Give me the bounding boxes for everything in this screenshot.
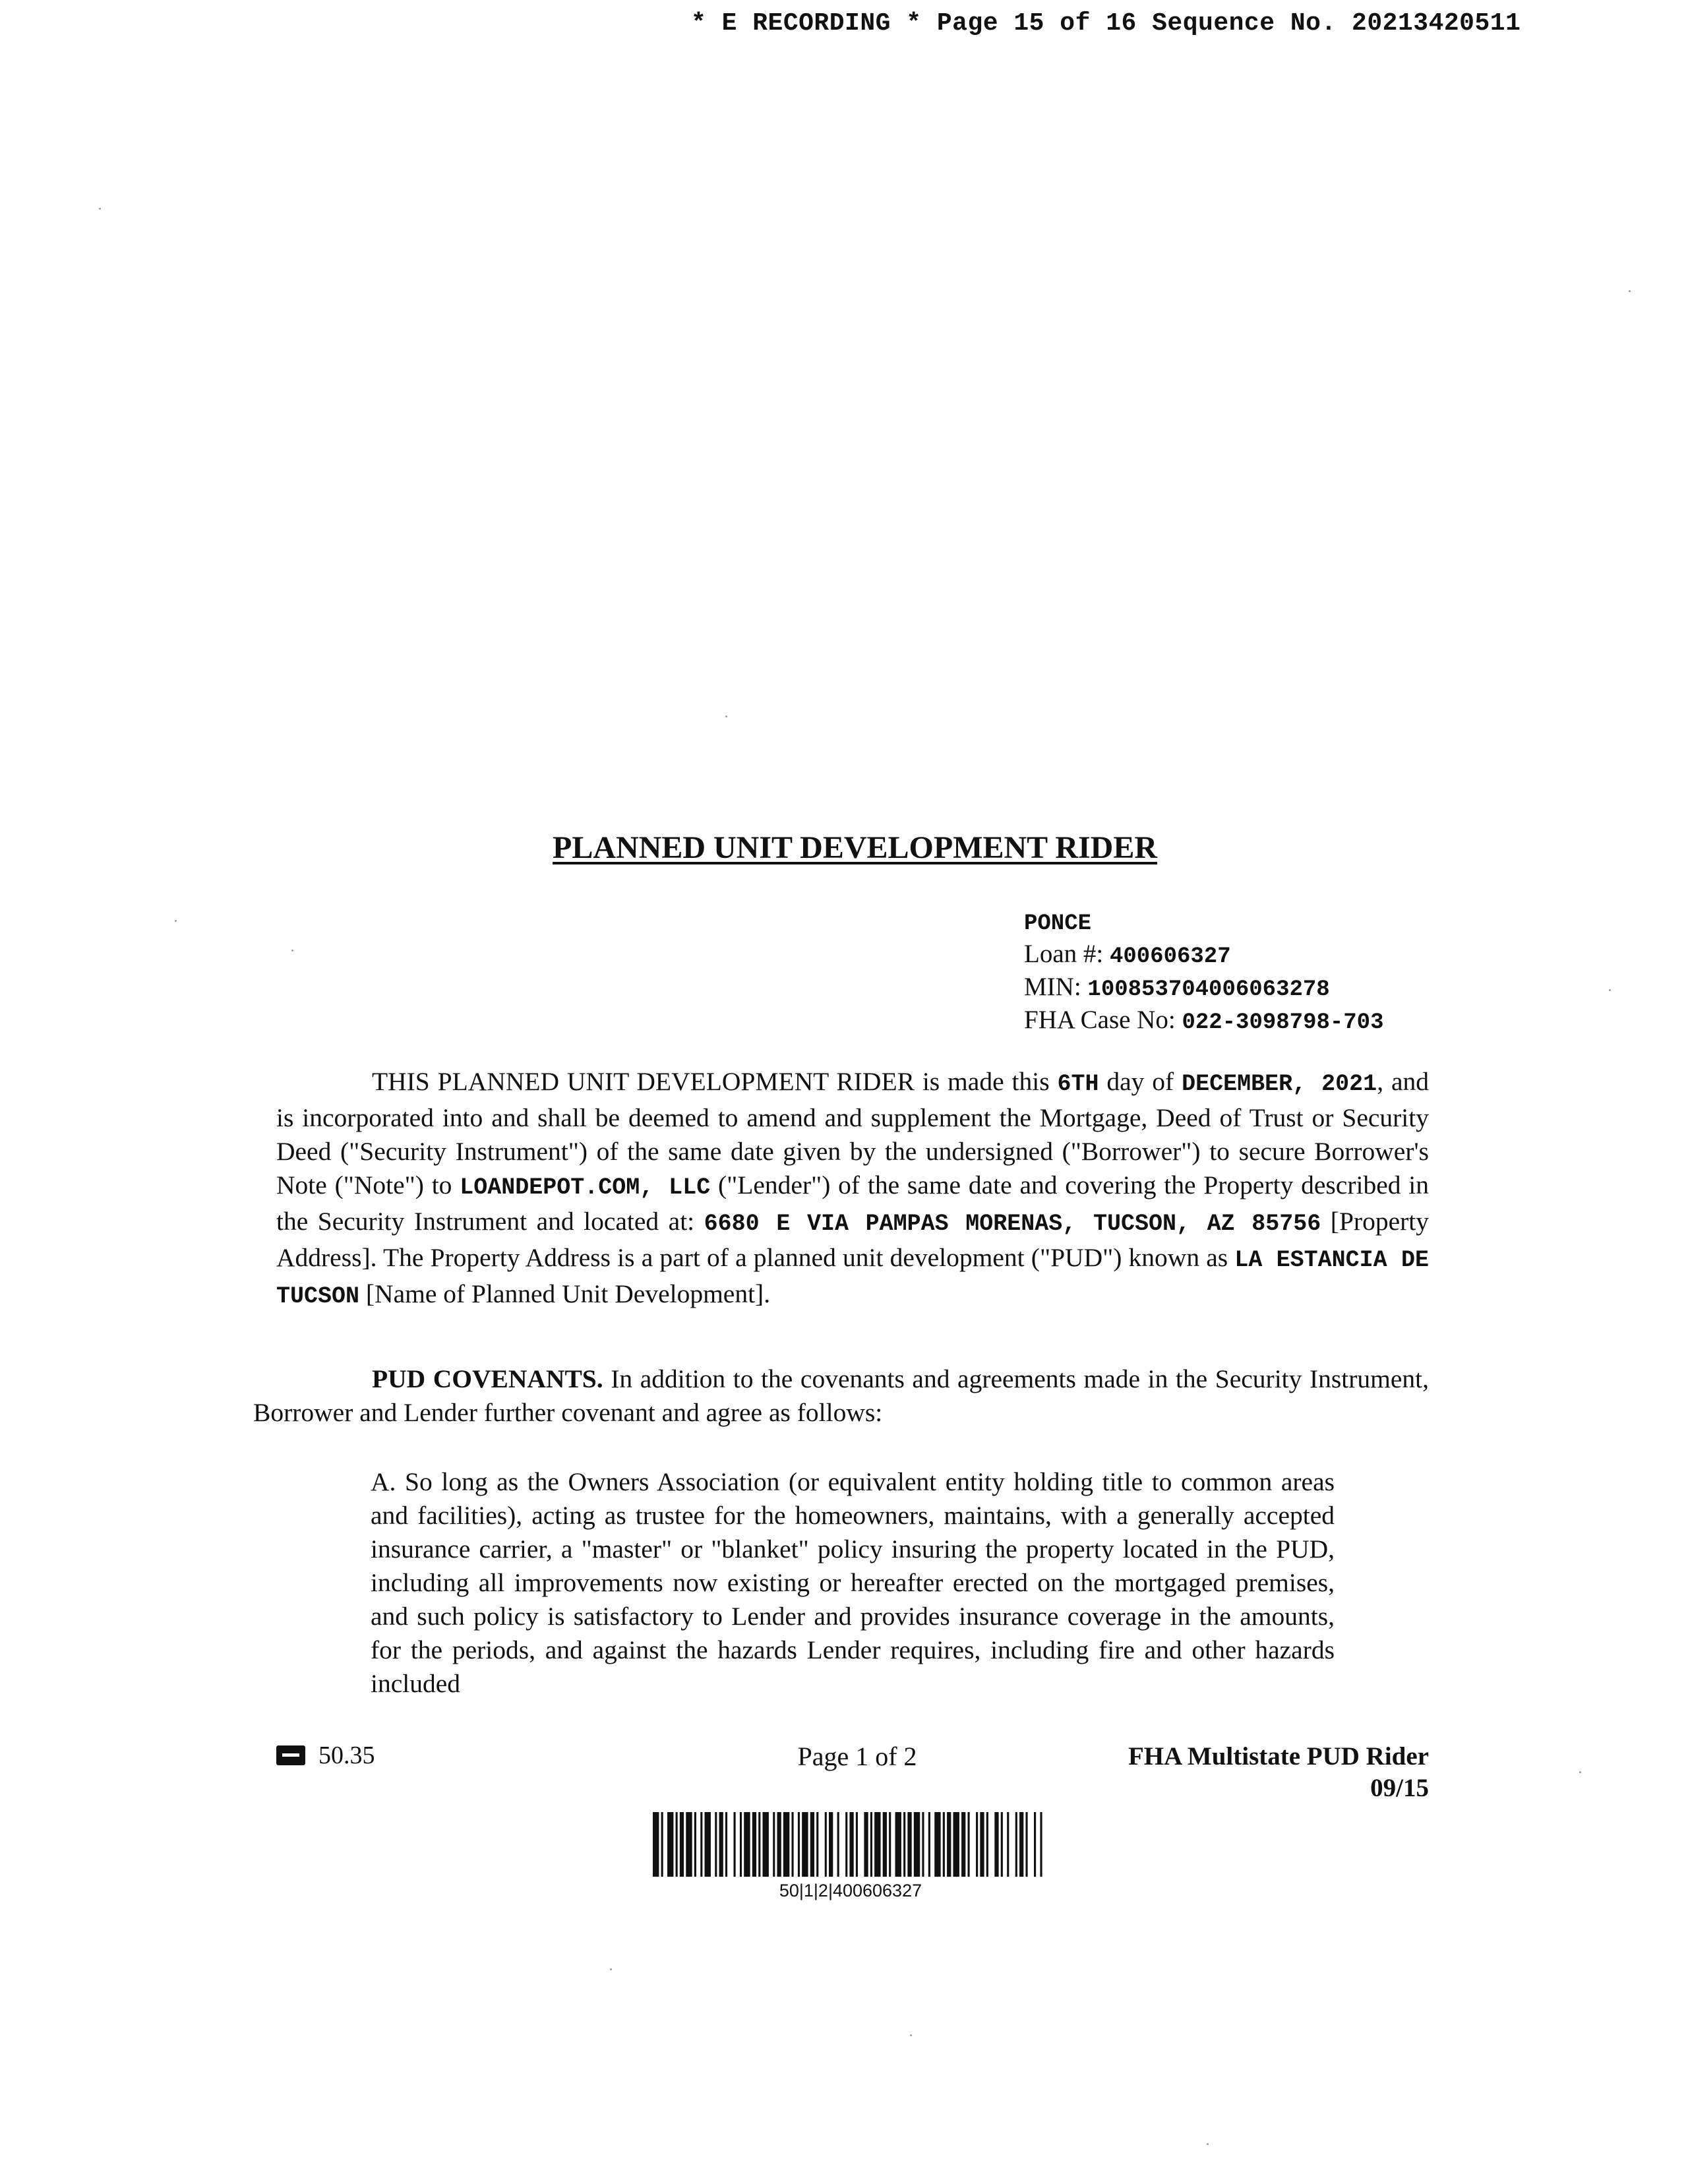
pud-name: LA ESTANCIA DE TUCSON [276, 1247, 1429, 1310]
barcode-bar [798, 1812, 800, 1877]
barcode-bar [744, 1812, 750, 1877]
barcode-bar [734, 1812, 736, 1877]
pud-covenants-paragraph [253, 1362, 1429, 1430]
barcode-bar [928, 1812, 930, 1877]
barcode-bar [694, 1812, 696, 1877]
barcode-bar [895, 1812, 901, 1877]
intro-text: THIS PLANNED UNIT DEVELOPMENT RIDER is made this [372, 1067, 1058, 1096]
barcode-bar [961, 1812, 965, 1877]
pud-covenants-heading: PUD COVENANTS. [372, 1364, 603, 1393]
covenant-a-paragraph: A. So long as the Owners Association (or equivalent entity holding title to common areas and facilities), acting as trustee for the homeowners, maintains, with a generally accepted insurance carrier, a "master" or "blanket" policy insuring the property located in the PUD, including all improvements now existing or hereafter erected on the mortgaged premises, and such policy is satisfactory to Lender and provides insurance coverage in the amounts, for the periods, and against the hazards Lender requires, including fire and other hazards included [371, 1467, 1335, 1698]
loan-number-value: 400606327 [1109, 944, 1231, 969]
barcode-bar [791, 1812, 793, 1877]
barcode-bar [947, 1812, 951, 1877]
barcode-bar [934, 1812, 940, 1877]
scan-speck [99, 208, 101, 210]
barcode-bar [816, 1812, 818, 1877]
barcode-bar [653, 1812, 659, 1877]
form-name: FHA Multistate PUD Rider [1128, 1742, 1429, 1771]
min-row [1024, 972, 1384, 1005]
barcode-bar [864, 1812, 868, 1877]
lender-name: LOANDEPOT.COM, LLC [460, 1174, 711, 1201]
barcode-bar [1019, 1812, 1023, 1877]
rider-day: 6TH [1057, 1071, 1099, 1097]
barcode-bar [810, 1812, 814, 1877]
barcode-bar [667, 1812, 673, 1877]
barcode-bar [903, 1812, 905, 1877]
barcode-bar [686, 1812, 692, 1877]
borrower-name: PONCE [1024, 911, 1092, 936]
barcode-bar [1001, 1812, 1003, 1877]
form-icon [276, 1745, 305, 1765]
loan-number-row [1024, 939, 1384, 972]
barcode-bar [777, 1812, 781, 1877]
fha-case-label: FHA Case No: [1024, 1006, 1182, 1034]
barcode-bar [845, 1812, 847, 1877]
barcode-bar [719, 1812, 723, 1877]
scan-speck [1629, 290, 1631, 292]
barcode-bar [870, 1812, 872, 1877]
barcode-bar [922, 1812, 924, 1877]
pud-covenants-text: In addition to the covenants and agreements made in the Security Instrument, Borrower and Lender further covenant and agree as follows: [253, 1364, 1429, 1427]
intro-text: day of [1099, 1067, 1182, 1096]
barcode-bar [953, 1812, 959, 1877]
barcode-bar [825, 1812, 827, 1877]
property-address: 6680 E VIA PAMPAS MORENAS, TUCSON, AZ 85756 [704, 1211, 1321, 1237]
min-value: 100853704006063278 [1087, 977, 1330, 1002]
barcode-bar [986, 1812, 988, 1877]
barcode-bar [907, 1812, 911, 1877]
barcode [653, 1812, 1048, 1877]
barcode-bar [943, 1812, 945, 1877]
recording-header: * E RECORDING * Page 15 of 16 Sequence No. 20213420511 [691, 9, 1521, 38]
barcode-bar [773, 1812, 775, 1877]
barcode-bar [783, 1812, 789, 1877]
scan-speck [1207, 2143, 1209, 2145]
barcode-bar [883, 1812, 887, 1877]
barcode-bar [700, 1812, 702, 1877]
intro-text: [Property Address]. The Property Address is a part of a planned unit development ("PUD") known as [276, 1207, 1429, 1272]
barcode-bar [889, 1812, 891, 1877]
barcode-bar [980, 1812, 984, 1877]
scan-speck [1579, 1771, 1581, 1773]
form-date: 09/15 [1370, 1774, 1429, 1802]
barcode-bar [676, 1812, 678, 1877]
scan-speck [910, 2034, 912, 2036]
footer-form-code [276, 1741, 375, 1770]
barcode-bar [994, 1812, 998, 1877]
barcode-bar [976, 1812, 978, 1877]
intro-paragraph [276, 1065, 1429, 1314]
barcode-bar [874, 1812, 880, 1877]
barcode-bar [829, 1812, 833, 1877]
barcode-bar [752, 1812, 756, 1877]
barcode-bar [680, 1812, 684, 1877]
scan-speck [610, 1968, 612, 1970]
scan-speck [175, 920, 177, 922]
barcode-bar [802, 1812, 808, 1877]
intro-text: , and is incorporated into and shall be deemed to amend and supplement the Mortgage, Deed of Trust or Security Deed ("Security Instrument") of the same date given by the undersigned ("Borrower") to secure Borrower's Note ("Note") to [276, 1067, 1429, 1199]
barcode-bar [837, 1812, 839, 1877]
barcode-bar [1015, 1812, 1017, 1877]
barcode-bar [1007, 1812, 1009, 1877]
barcode-bar [1025, 1812, 1027, 1877]
fha-case-value: 022-3098798-703 [1182, 1010, 1384, 1035]
barcode-bar [856, 1812, 858, 1877]
borrower-info-block [1024, 909, 1384, 1038]
barcode-bar [661, 1812, 663, 1877]
barcode-text: 50|1|2|400606327 [779, 1881, 922, 1900]
barcode-bar [967, 1812, 969, 1877]
rider-month-year: DECEMBER, 2021 [1182, 1071, 1377, 1097]
barcode-bar [762, 1812, 768, 1877]
barcode-bar [758, 1812, 760, 1877]
scan-speck [1609, 989, 1611, 991]
barcode-bar [715, 1812, 717, 1877]
intro-text: [Name of Planned Unit Development]. [359, 1279, 771, 1308]
footer-form-name [1081, 1741, 1429, 1804]
barcode-bar [1040, 1812, 1042, 1877]
min-label: MIN: [1024, 973, 1088, 1001]
document-title: PLANNED UNIT DEVELOPMENT RIDER [553, 830, 1158, 865]
footer-page-number: Page 1 of 2 [797, 1742, 917, 1771]
intro-text: ("Lender") of the same date and covering the Property described in the Security Instrument and located at: [276, 1170, 1429, 1236]
loan-number-label: Loan #: [1024, 940, 1110, 968]
barcode-bar [740, 1812, 742, 1877]
scan-speck [725, 715, 727, 717]
barcode-bar [849, 1812, 853, 1877]
barcode-bar [705, 1812, 711, 1877]
fha-case-row [1024, 1005, 1384, 1038]
barcode-bar [914, 1812, 920, 1877]
barcode-bar [725, 1812, 727, 1877]
scan-speck [291, 950, 293, 952]
barcode-bar [1034, 1812, 1036, 1877]
form-code-value: 50.35 [318, 1742, 375, 1769]
